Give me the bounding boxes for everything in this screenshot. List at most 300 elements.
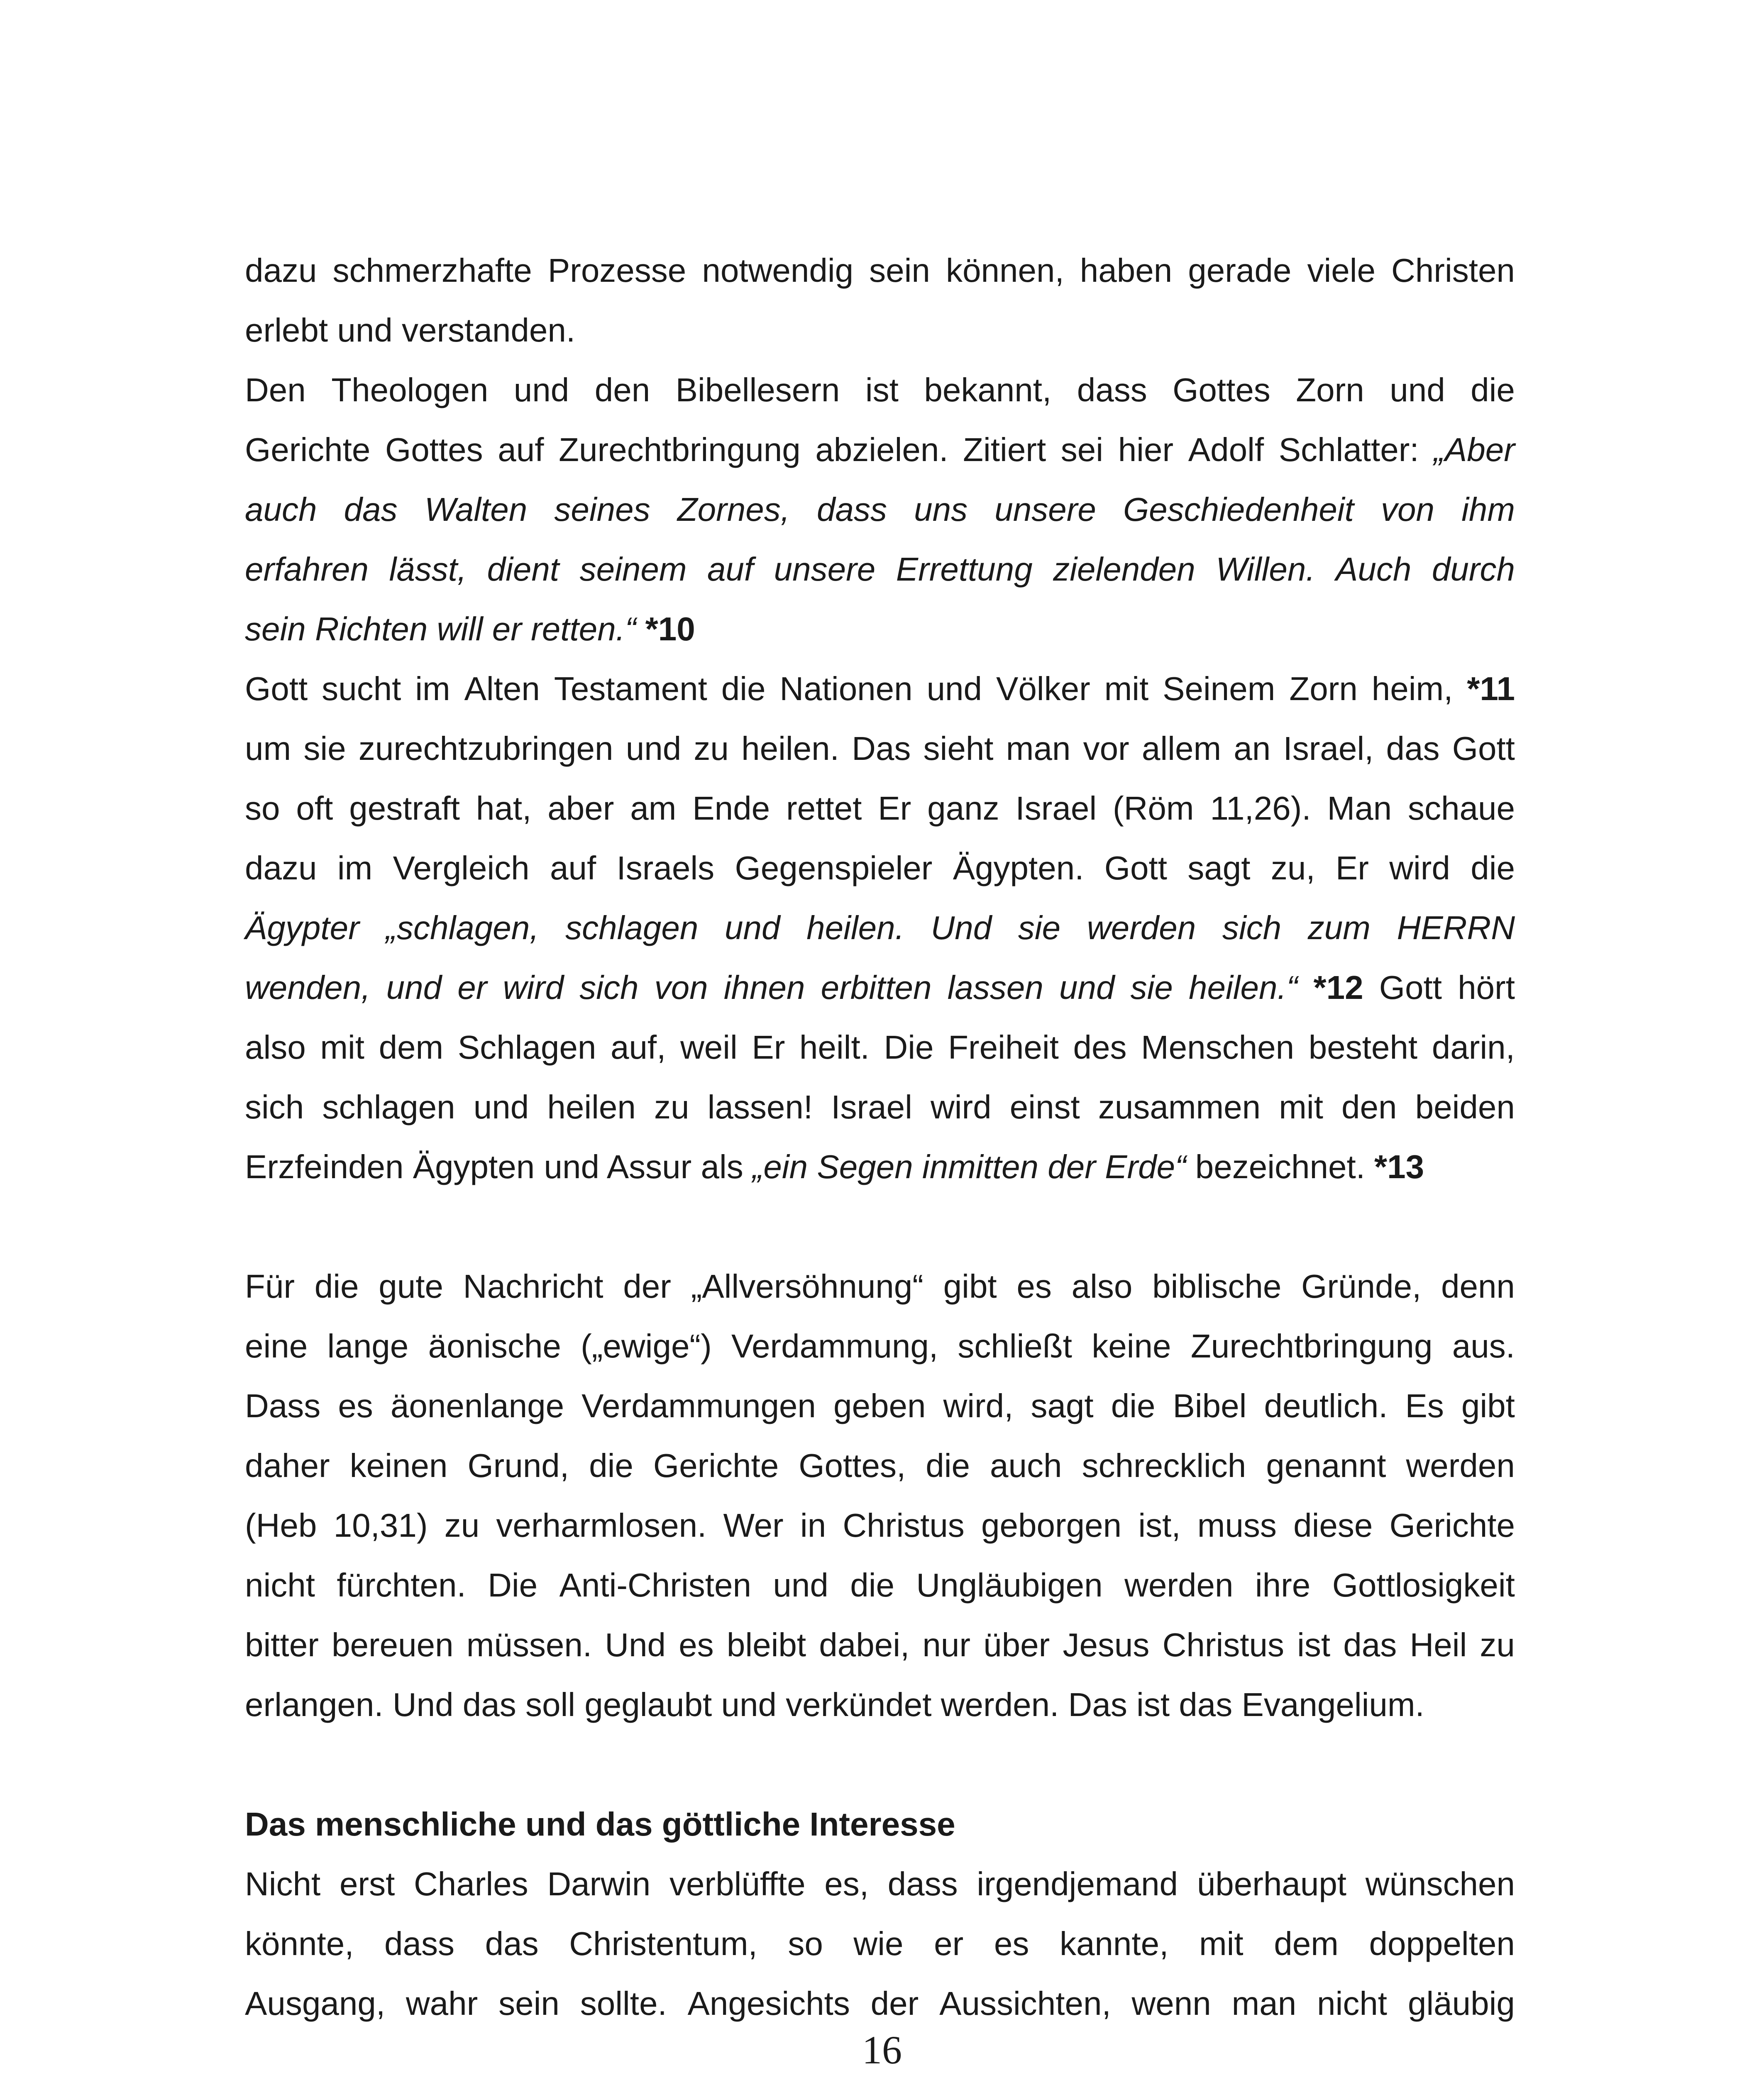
text-segment: keine — [1092, 1328, 1171, 1365]
text-segment: wahr — [406, 1985, 478, 2022]
text-segment: an — [1234, 730, 1271, 767]
text-segment: Nationen — [779, 670, 913, 707]
text-segment: deutlich. — [1264, 1387, 1388, 1424]
text-segment: Ägypten. — [953, 850, 1084, 886]
text-segment: bereuen — [332, 1626, 454, 1663]
text-segment: Darwin — [547, 1865, 651, 1902]
text-segment: Testament — [554, 670, 707, 707]
text-segment: werden — [1406, 1447, 1515, 1484]
text-segment: das — [1343, 1626, 1397, 1663]
text-segment: Bibellesern — [675, 371, 840, 408]
text-segment: Freiheit — [948, 1029, 1059, 1066]
text-segment: könnte, — [245, 1925, 354, 1962]
text-segment: erlangen. Und das soll geglaubt und verkündet werden. Das ist das Evangelium. — [245, 1686, 1424, 1723]
text-segment: ganz — [927, 790, 999, 827]
text-segment: um — [245, 730, 291, 767]
text-segment: Menschen — [1141, 1029, 1295, 1066]
text-segment: die — [1111, 1387, 1156, 1424]
text-segment: gute — [379, 1268, 443, 1305]
text-segment: Ägypter — [245, 909, 359, 946]
text-segment: mit — [1199, 1925, 1244, 1962]
text-segment: daher — [245, 1447, 330, 1484]
text-segment: Israel — [1015, 790, 1097, 827]
text-segment: unsere — [994, 491, 1096, 528]
text-segment: das — [344, 491, 398, 528]
text-segment: Charles — [413, 1865, 528, 1902]
text-segment: Gerichte — [653, 1447, 779, 1484]
text-segment: Gott — [245, 670, 308, 707]
text-segment: müssen. — [466, 1626, 592, 1663]
text-segment: Gott — [1452, 730, 1515, 767]
text-segment: in — [800, 1507, 826, 1544]
text-segment: mit — [1104, 670, 1149, 707]
text-segment: Zornes, — [677, 491, 790, 528]
text-segment: haben — [1080, 252, 1173, 289]
text-segment: die — [850, 1567, 894, 1604]
text-segment: kannte, — [1059, 1925, 1169, 1962]
text-segment: schaue — [1407, 790, 1515, 827]
text-segment: unsere — [774, 551, 876, 588]
text-segment: seinem — [579, 551, 687, 588]
text-segment: ihre — [1255, 1567, 1311, 1604]
text-segment: schließt — [958, 1328, 1072, 1365]
text-segment: eine — [245, 1328, 308, 1365]
text-segment: Man — [1327, 790, 1392, 827]
text-segment: heilen. — [806, 909, 904, 946]
text-segment: notwendig — [702, 252, 854, 289]
text-line — [245, 958, 1515, 1018]
text-segment: durch — [1432, 551, 1515, 588]
text-segment: Den — [245, 371, 306, 408]
text-segment: erbitten — [821, 969, 932, 1006]
text-segment: dazu — [245, 850, 317, 886]
text-segment: Zitiert — [963, 431, 1046, 468]
text-segment: muss — [1197, 1507, 1277, 1544]
text-segment: erfahren — [245, 551, 369, 588]
text-line — [245, 1077, 1515, 1137]
text-segment: Errettung — [896, 551, 1033, 588]
text-segment: sollte. — [580, 1985, 667, 2022]
text-segment: verharmlosen. — [496, 1507, 707, 1544]
text-segment: es — [1016, 1268, 1052, 1305]
text-segment: dabei, — [819, 1626, 910, 1663]
text-segment: ihnen — [723, 969, 805, 1006]
text-line — [245, 1018, 1515, 1077]
text-segment: aber — [547, 790, 614, 827]
text-segment: Walten — [424, 491, 528, 528]
text-segment: oft — [296, 790, 333, 827]
text-segment: Vergleich — [393, 850, 530, 886]
text-segment: das — [1386, 730, 1440, 767]
text-segment: zu, — [1270, 850, 1315, 886]
text-segment: einst — [1009, 1089, 1080, 1125]
text-segment: die — [1471, 371, 1515, 408]
text-segment: Geschiedenheit — [1123, 491, 1354, 528]
text-segment: Aussichten, — [939, 1985, 1111, 2022]
text-segment: Ende — [692, 790, 770, 827]
text-segment: Er — [752, 1029, 785, 1066]
paragraph — [245, 360, 1515, 659]
text-segment: gestraft — [349, 790, 460, 827]
text-segment: der — [623, 1268, 671, 1305]
text-line — [245, 1496, 1515, 1555]
text-segment: die — [314, 1268, 359, 1305]
text-segment: sich — [1222, 909, 1282, 946]
footnote-ref: *10 — [645, 610, 695, 647]
text-segment: auf, — [610, 1029, 666, 1066]
text-segment: Bibel — [1173, 1387, 1247, 1424]
text-segment: hier — [1118, 431, 1174, 468]
text-segment: ist — [1297, 1626, 1331, 1663]
text-segment: auch — [245, 491, 317, 528]
paragraph-gap — [245, 1197, 1515, 1257]
text-segment: Dass — [245, 1387, 321, 1424]
text-segment: sein — [869, 252, 930, 289]
text-line — [245, 1615, 1515, 1675]
text-segment: darin, — [1432, 1029, 1515, 1066]
text-segment: Für — [245, 1268, 295, 1305]
text-segment: „Aber — [1434, 431, 1515, 468]
text-line — [245, 1316, 1515, 1376]
footnote-ref: *11 — [1467, 670, 1515, 707]
text-segment: Er — [878, 790, 911, 827]
page-number: 16 — [862, 2028, 902, 2072]
text-segment: über — [983, 1626, 1050, 1663]
text-segment: man — [1006, 730, 1071, 767]
text-segment: wird, — [943, 1387, 1014, 1424]
paragraph — [245, 241, 1515, 360]
text-segment: schlagen — [565, 909, 699, 946]
text-segment: zu — [654, 1089, 689, 1125]
paragraph-gap — [245, 1735, 1515, 1794]
text-segment: hört — [1458, 969, 1515, 1006]
text-segment: Ausgang, — [245, 1985, 386, 2022]
text-segment: zu — [1480, 1626, 1515, 1663]
text-segment: bleibt — [726, 1626, 806, 1663]
text-segment: uns — [914, 491, 968, 528]
text-segment: sie — [1018, 909, 1061, 946]
text-line — [245, 540, 1515, 599]
text-segment: und — [513, 371, 569, 408]
text-segment: Verdammungen — [581, 1387, 816, 1424]
text-segment: weil — [680, 1029, 738, 1066]
text-segment: (Röm — [1113, 790, 1194, 827]
text-segment: nicht — [1317, 1985, 1388, 2022]
text-segment: abzielen. — [815, 431, 948, 468]
text-segment: nur — [922, 1626, 970, 1663]
text-segment: den — [1341, 1089, 1397, 1125]
text-segment: Israel — [831, 1089, 912, 1125]
text-segment: Christentum, — [569, 1925, 757, 1962]
text-segment: er — [457, 969, 487, 1006]
text-segment: Grund, — [467, 1447, 569, 1484]
text-line — [245, 1257, 1515, 1316]
text-segment: Gerichte — [1389, 1507, 1515, 1544]
text-segment: Zorn — [1289, 670, 1358, 707]
text-segment: Israels — [616, 850, 715, 886]
text-segment: viele — [1307, 252, 1376, 289]
text-segment: Theologen — [331, 371, 489, 408]
text-segment: sich — [245, 1089, 304, 1125]
text-segment: verblüffte — [669, 1865, 806, 1902]
text-segment: Wer — [723, 1507, 784, 1544]
text-segment: dass — [1077, 371, 1147, 408]
text-segment: 10,31) — [333, 1507, 428, 1544]
text-segment: wie — [853, 1925, 904, 1962]
text-segment: schmerzhafte — [332, 252, 532, 289]
text-segment: fürchten. — [337, 1567, 466, 1604]
text-segment: Gerichte — [245, 431, 371, 468]
text-segment: wenn — [1131, 1985, 1211, 2022]
text-segment: lässt, — [389, 551, 467, 588]
text-segment: (Heb — [245, 1507, 317, 1544]
text-segment: Gott — [1379, 969, 1442, 1006]
text-segment: lange — [327, 1328, 409, 1365]
text-segment: es, — [824, 1865, 869, 1902]
text-segment: Prozesse — [547, 252, 687, 289]
text-line — [245, 659, 1515, 719]
text-segment: Christus — [843, 1507, 965, 1544]
text-segment: Nachricht — [463, 1268, 603, 1305]
text-segment: ihm — [1461, 491, 1515, 528]
text-segment: Anti-Christen — [559, 1567, 751, 1604]
text-segment: Nicht — [245, 1865, 321, 1902]
text-segment: gläubig — [1407, 1985, 1515, 2022]
text-segment: Angesichts — [687, 1985, 850, 2022]
text-segment: ist — [865, 371, 899, 408]
paragraph — [245, 1257, 1515, 1735]
text-segment: den — [594, 371, 650, 408]
text-segment: und — [625, 730, 682, 767]
text-segment: es — [994, 1925, 1029, 1962]
text-segment: „Allversöhnung“ — [691, 1268, 924, 1305]
text-segment: der — [870, 1985, 919, 2022]
text-segment: genannt — [1266, 1447, 1386, 1484]
text-line — [245, 1675, 1515, 1735]
text-segment: zielenden — [1053, 551, 1195, 588]
text-line — [245, 838, 1515, 898]
text-segment: werden — [1124, 1567, 1234, 1604]
text-segment: lassen — [947, 969, 1043, 1006]
text-segment: doppelten — [1369, 1925, 1515, 1962]
text-segment: heim, — [1371, 670, 1453, 707]
text-segment: dem — [379, 1029, 444, 1066]
text-segment: sein — [498, 1985, 559, 2022]
text-segment: äonische — [428, 1328, 561, 1365]
text-segment: „ein Segen inmitten der Erde“ — [752, 1148, 1186, 1185]
text-segment: wünschen — [1365, 1865, 1515, 1902]
text-segment: auf — [707, 551, 754, 588]
paragraph — [245, 659, 1515, 1197]
text-segment: zusammen — [1098, 1089, 1261, 1125]
text-segment: er — [934, 1925, 964, 1962]
text-segment: können, — [946, 252, 1064, 289]
text-segment: gibt — [943, 1268, 997, 1305]
text-segment: keinen — [349, 1447, 448, 1484]
text-segment: Er — [1335, 850, 1369, 886]
text-segment: zu — [694, 730, 729, 767]
text-segment: Alten — [464, 670, 540, 707]
text-segment: sagt — [1031, 1387, 1094, 1424]
text-segment: von — [1380, 491, 1434, 528]
text-segment: nicht — [245, 1567, 315, 1604]
text-segment: sie — [1130, 969, 1173, 1006]
text-segment: auf — [550, 850, 596, 886]
text-segment: die — [926, 1447, 970, 1484]
text-segment: diese — [1293, 1507, 1373, 1544]
text-segment: bezeichnet. — [1195, 1148, 1365, 1185]
text-segment: Zurechtbringung — [1190, 1328, 1433, 1365]
text-segment: Es — [1405, 1387, 1444, 1424]
text-segment: aus. — [1452, 1328, 1515, 1365]
text-segment: Gottes — [385, 431, 483, 468]
text-segment: Die — [488, 1567, 538, 1604]
text-segment: erlebt und verstanden. — [245, 312, 576, 349]
text-segment: „schlagen, — [386, 909, 539, 946]
text-segment: Adolf — [1188, 431, 1264, 468]
text-segment: am — [630, 790, 677, 827]
footnote-ref: *13 — [1374, 1148, 1424, 1185]
text-segment: ist, — [1138, 1507, 1181, 1544]
text-segment: hat, — [476, 790, 532, 827]
text-segment: beiden — [1415, 1089, 1515, 1125]
text-segment: von — [654, 969, 708, 1006]
text-segment: äonenlange — [390, 1387, 564, 1424]
text-segment: sucht — [322, 670, 401, 707]
text-segment: und — [386, 969, 442, 1006]
text-segment: dass — [384, 1925, 455, 1962]
closing-paragraph — [245, 1854, 1515, 2034]
text-segment: Heil — [1410, 1626, 1467, 1663]
text-segment: Gründe, — [1301, 1268, 1422, 1305]
text-line — [245, 360, 1515, 420]
text-segment: erst — [339, 1865, 395, 1902]
text-segment: und — [926, 670, 982, 707]
text-segment: und — [773, 1567, 828, 1604]
text-segment: wird — [503, 969, 564, 1006]
text-segment: und — [724, 909, 780, 946]
text-segment: Gott — [1104, 850, 1167, 886]
text-segment: also — [245, 1029, 306, 1066]
text-segment: Jesus — [1063, 1626, 1150, 1663]
text-segment: Völker — [996, 670, 1090, 707]
text-segment: es — [338, 1387, 373, 1424]
text-segment: also — [1071, 1268, 1133, 1305]
text-segment: Christen — [1391, 252, 1515, 289]
text-segment: irgendjemand — [977, 1865, 1178, 1902]
page-body — [245, 241, 1515, 2034]
text-segment: dass — [817, 491, 887, 528]
text-line — [245, 1555, 1515, 1615]
text-segment: wird — [1389, 850, 1450, 886]
text-line — [245, 1914, 1515, 1974]
text-segment: Schlatter: — [1278, 431, 1419, 468]
text-segment: Gegenspieler — [735, 850, 933, 886]
text-segment: mit — [320, 1029, 364, 1066]
text-segment: Gottes — [1173, 371, 1270, 408]
text-segment: seines — [554, 491, 650, 528]
paragraph-list — [245, 241, 1515, 1794]
text-segment: Seinem — [1163, 670, 1275, 707]
text-segment: Israel, — [1283, 730, 1374, 767]
text-segment: („ewige“) — [581, 1328, 712, 1365]
text-segment: auf — [498, 431, 544, 468]
text-segment: die — [721, 670, 766, 707]
text-segment: heilen. — [741, 730, 839, 767]
text-segment: zurechtzubringen — [358, 730, 613, 767]
text-line — [245, 1137, 1515, 1197]
text-segment: sei — [1060, 431, 1104, 468]
text-segment: dass — [887, 1865, 958, 1902]
text-segment: die — [1471, 850, 1515, 886]
text-segment: Christus — [1162, 1626, 1284, 1663]
text-segment: Das — [852, 730, 911, 767]
text-segment: man — [1231, 1985, 1297, 2022]
text-segment: sein Richten will er retten.“ — [245, 610, 636, 647]
text-segment: zum — [1307, 909, 1371, 946]
text-segment: Erzfeinden Ägypten und Assur als — [245, 1148, 743, 1185]
text-segment: auch — [990, 1447, 1062, 1484]
text-segment: im — [415, 670, 450, 707]
text-line — [245, 480, 1515, 540]
text-line — [245, 1376, 1515, 1436]
text-line — [245, 241, 1515, 300]
text-segment: 11,26). — [1210, 790, 1311, 827]
text-line — [245, 599, 1515, 659]
text-segment: Schlagen — [457, 1029, 596, 1066]
text-segment: und — [1059, 969, 1115, 1006]
text-segment: schrecklich — [1082, 1447, 1246, 1484]
text-segment: Gottes, — [799, 1447, 906, 1484]
text-segment: Ungläubigen — [916, 1567, 1103, 1604]
text-segment: geben — [833, 1387, 926, 1424]
text-line — [245, 300, 1515, 360]
text-segment: dient — [487, 551, 559, 588]
text-line — [245, 420, 1515, 480]
text-segment: und — [1390, 371, 1445, 408]
text-segment: wird — [930, 1089, 992, 1125]
text-segment: gibt — [1461, 1387, 1515, 1424]
text-segment: sie — [303, 730, 346, 767]
text-segment: im — [337, 850, 373, 886]
text-segment: sagt — [1187, 850, 1251, 886]
footnote-ref: *12 — [1313, 969, 1363, 1006]
text-segment: so — [245, 790, 280, 827]
text-segment: sieht — [923, 730, 994, 767]
text-segment: allem — [1141, 730, 1222, 767]
text-segment: wenden, — [245, 969, 371, 1006]
text-segment: vor — [1083, 730, 1129, 767]
text-segment: Zurechtbringung — [559, 431, 801, 468]
text-segment: das — [485, 1925, 539, 1962]
text-segment: Auch — [1336, 551, 1412, 588]
text-line — [245, 719, 1515, 779]
text-segment: schlagen — [322, 1089, 455, 1125]
text-segment: und — [473, 1089, 529, 1125]
text-segment: lassen! — [707, 1089, 813, 1125]
text-segment: gerade — [1188, 252, 1292, 289]
text-segment: bitter — [245, 1626, 319, 1663]
text-segment: biblische — [1152, 1268, 1282, 1305]
text-segment: Zorn — [1296, 371, 1364, 408]
text-segment: Gottlosigkeit — [1332, 1567, 1515, 1604]
text-segment: dazu — [245, 252, 317, 289]
text-segment: geborgen — [981, 1507, 1122, 1544]
text-segment: des — [1073, 1029, 1127, 1066]
text-segment: sich — [579, 969, 639, 1006]
text-segment: heilen — [547, 1089, 636, 1125]
text-segment: Verdammung, — [731, 1328, 938, 1365]
